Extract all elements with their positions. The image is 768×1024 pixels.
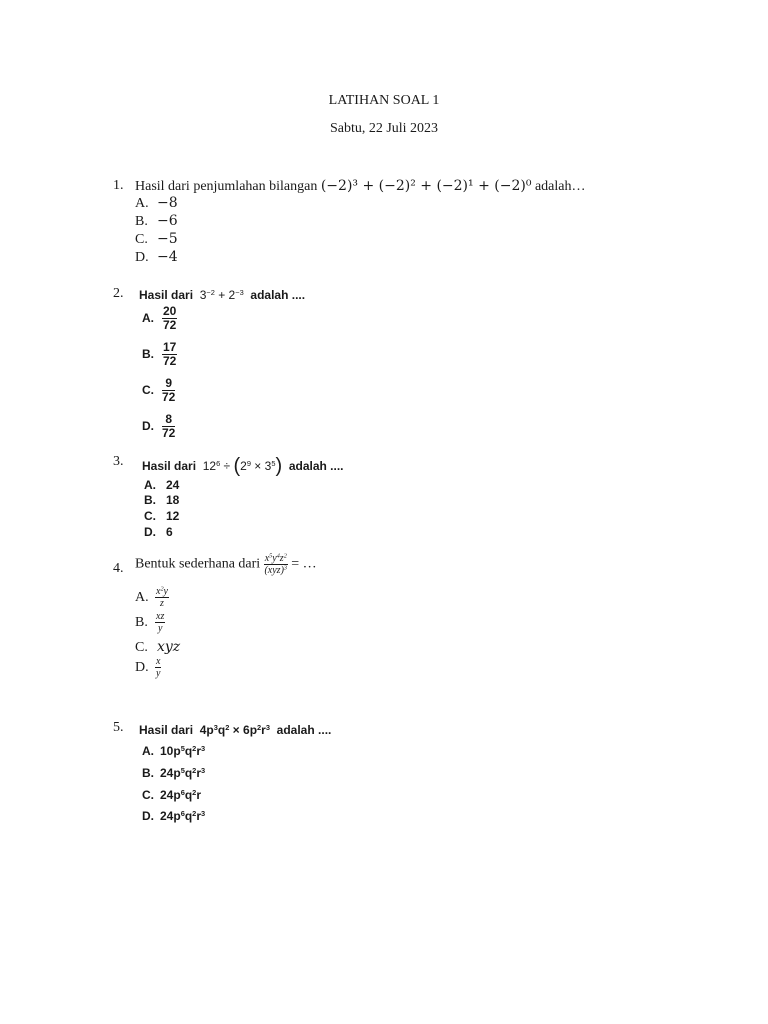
fraction: $\frac{x^2y}{z}$: [156, 585, 168, 609]
question-5-number: 5.: [113, 720, 124, 735]
question-2-expression: $3^{-2} + 2^{-3}$: [196, 287, 244, 302]
fraction: $\frac{20}{72}$: [163, 304, 177, 333]
question-4-option-d[interactable]: D. $\frac{x}{y}$: [135, 656, 161, 679]
question-5-expression: $4p^3q^2 \times 6p^2r^3$: [196, 722, 270, 737]
question-2-text: Hasil dari $3^{-2} + 2^{-3}$ adalah ....: [139, 287, 306, 302]
question-1-expression: (−2)³ + (−2)² + (−2)¹ + (−2)⁰: [320, 178, 532, 194]
question-4-option-b[interactable]: B. $\frac{xz}{y}$: [135, 611, 165, 634]
page-date: Sabtu, 22 Juli 2023: [329, 121, 439, 136]
question-2-option-a[interactable]: A. $\frac{20}{72}$: [142, 304, 177, 333]
question-3-option-b[interactable]: B. 18: [144, 493, 180, 507]
question-4-number: 4.: [113, 561, 124, 576]
question-1-option-a[interactable]: A. −8: [135, 195, 178, 211]
question-5-option-b[interactable]: B. $24p^5q^2r^3$: [142, 765, 206, 780]
question-2-option-d[interactable]: D. $\frac{8}{72}$: [142, 412, 176, 441]
fraction: $\frac{8}{72}$: [162, 412, 176, 441]
question-4-option-a[interactable]: A. $\frac{x^2y}{z}$: [135, 585, 168, 609]
question-3-text: Hasil dari $12^6 \div (2^9 \times 3^5)$ adalah ....: [142, 455, 344, 477]
question-5-option-c[interactable]: C. $24p^6q^2r$: [142, 787, 201, 802]
question-1-suffix: adalah…: [534, 179, 586, 194]
fraction: $\frac{x}{y}$: [156, 656, 161, 679]
question-5-text: Hasil dari $4p^3q^2 \times 6p^2r^3$ adalah ....: [139, 722, 332, 737]
question-1-option-c[interactable]: C. −5: [135, 231, 178, 247]
fraction: $\frac{17}{72}$: [163, 340, 177, 369]
question-3-option-d[interactable]: D. 6: [144, 525, 173, 539]
question-2-option-c[interactable]: C. $\frac{9}{72}$: [142, 376, 176, 405]
question-4-text: Bentuk sederhana dari $\frac{x^5y^4z^2}{(xyz)^3}$ = …: [135, 552, 317, 576]
question-2-number: 2.: [113, 286, 124, 301]
question-5-option-d[interactable]: D. $24p^6q^2r^3$: [142, 808, 206, 823]
question-3-option-c[interactable]: C. 12: [144, 509, 180, 523]
question-4-expression: $\frac{x^5y^4z^2}{(xyz)^3}$: [264, 552, 287, 576]
question-2-option-b[interactable]: B. $\frac{17}{72}$: [142, 340, 177, 369]
question-3-expression: $12^6 \div (2^9 \times 3^5)$: [199, 455, 283, 477]
fraction: $\frac{9}{72}$: [162, 376, 176, 405]
question-1-prefix: Hasil dari penjumlahan bilangan: [135, 179, 318, 194]
question-3-option-a[interactable]: A. 24: [144, 478, 180, 492]
question-1-option-b[interactable]: B. −6: [135, 213, 178, 229]
question-1-option-d[interactable]: D. −4: [135, 249, 178, 265]
question-4-option-c[interactable]: C. xyz: [135, 639, 181, 655]
fraction: $\frac{xz}{y}$: [156, 611, 165, 634]
question-3-number: 3.: [113, 454, 124, 469]
page-title: LATIHAN SOAL 1: [328, 93, 440, 108]
question-1-text: [135, 178, 585, 195]
question-5-option-a[interactable]: A. $10p^5q^2r^3$: [142, 743, 206, 758]
question-1-number: 1.: [113, 178, 124, 193]
